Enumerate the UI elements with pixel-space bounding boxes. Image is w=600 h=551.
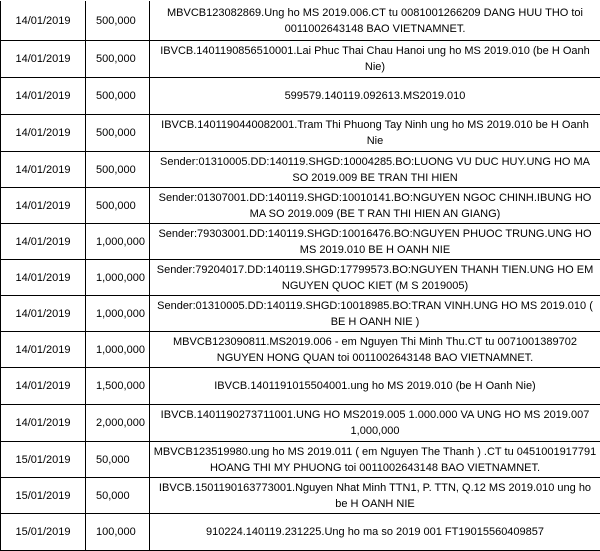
amount-cell: 1,500,000 [86,368,150,405]
description-cell: IBVCB.1401190440082001.Tram Thi Phuong Tay Ninh ung ho MS 2019.010 be H Oanh Nie [150,115,600,152]
table-row [1,260,600,296]
amount-cell: 500,000 [86,1,150,41]
description-cell: MBVCB123082869.Ung ho MS 2019.006.CT tu 0081001266209 DANG HUU THO toi 0011002643148 BAO VIETNAMNET. [150,1,600,41]
amount-cell: 1,000,000 [86,332,150,368]
table-row [1,1,600,41]
description-cell: Sender:79204017.DD:140119.SHGD:17799573.BO:NGUYEN THANH TIEN.UNG HO EM NGUYEN QUOC KIET (M S 2019005) [150,260,600,296]
table-row [1,224,600,260]
date-cell: 14/01/2019 [1,152,86,188]
date-cell: 14/01/2019 [1,224,86,260]
description-cell: 599579.140119.092613.MS2019.010 [150,78,600,115]
amount-cell: 100,000 [86,514,150,551]
table-row [1,115,600,152]
date-cell: 14/01/2019 [1,368,86,405]
date-cell: 14/01/2019 [1,188,86,224]
date-cell: 14/01/2019 [1,78,86,115]
top-crop-edge [0,0,600,1]
description-cell: Sender:01307001.DD:140119.SHGD:10010141.BO:NGUYEN NGOC CHINH.IBUNG HO MA SO 2019.009 (BE T RAN THI HIEN AN GIANG) [150,188,600,224]
description-cell: Sender:01310005.DD:140119.SHGD:10004285.BO:LUONG VU DUC HUY.UNG HO MA SO 2019.009 BE TRAN THI HIEN [150,152,600,188]
description-cell: IBVCB.1501190163773001.Nguyen Nhat Minh TTN1, P. TTN, Q.12 MS 2019.010 ung ho be H OANH NIE [150,478,600,514]
amount-cell: 50,000 [86,478,150,514]
date-cell: 14/01/2019 [1,405,86,442]
date-cell: 14/01/2019 [1,296,86,332]
date-cell: 14/01/2019 [1,260,86,296]
date-cell: 14/01/2019 [1,41,86,78]
table-row [1,405,600,442]
date-cell: 15/01/2019 [1,514,86,551]
table-row [1,368,600,405]
amount-cell: 500,000 [86,188,150,224]
amount-cell: 500,000 [86,115,150,152]
table-row [1,296,600,332]
description-cell: Sender:01310005.DD:140119.SHGD:10018985.BO:TRAN VINH.UNG HO MS 2019.010 ( BE H OANH NIE ) [150,296,600,332]
date-cell: 15/01/2019 [1,478,86,514]
description-cell: IBVCB.1401190856510001.Lai Phuc Thai Chau Hanoi ung ho MS 2019.010 (be H Oanh Nie) [150,41,600,78]
description-cell: IBVCB.1401190273711001.UNG HO MS2019.005 1.000.000 VA UNG HO MS 2019.007 1,000,000 [150,405,600,442]
table-row [1,41,600,78]
amount-cell: 1,000,000 [86,224,150,260]
table-row [1,442,600,478]
date-cell: 14/01/2019 [1,332,86,368]
amount-cell: 2,000,000 [86,405,150,442]
table-row [1,332,600,368]
date-cell: 14/01/2019 [1,115,86,152]
table-row [1,478,600,514]
description-cell: 910224.140119.231225.Ung ho ma so 2019 001 FT19015560409857 [150,514,600,551]
amount-cell: 500,000 [86,78,150,115]
table-row [1,188,600,224]
amount-cell: 1,000,000 [86,296,150,332]
amount-cell: 500,000 [86,152,150,188]
date-cell: 15/01/2019 [1,442,86,478]
table-row [1,514,600,551]
description-cell: IBVCB.1401191015504001.ung ho MS 2019.010 (be H Oanh Nie) [150,368,600,405]
table-row [1,78,600,115]
description-cell: MBVCB123519980.ung ho MS 2019.011 ( em Nguyen The Thanh ) .CT tu 0451001917791 HOANG THI MY PHUONG toi 0011002643148 BAO VIETNAMNET. [150,442,600,478]
amount-cell: 1,000,000 [86,260,150,296]
amount-cell: 500,000 [86,41,150,78]
table-row [1,152,600,188]
amount-cell: 50,000 [86,442,150,478]
description-cell: Sender:79303001.DD:140119.SHGD:10016476.BO:NGUYEN PHUOC TRUNG.UNG HO MS 2019.010 BE H OANH NIE [150,224,600,260]
date-cell: 14/01/2019 [1,1,86,41]
description-cell: MBVCB123090811.MS2019.006 - em Nguyen Thi Minh Thu.CT tu 0071001389702 NGUYEN HONG QUAN toi 0011002643148 BAO VIETNAMNET. [150,332,600,368]
